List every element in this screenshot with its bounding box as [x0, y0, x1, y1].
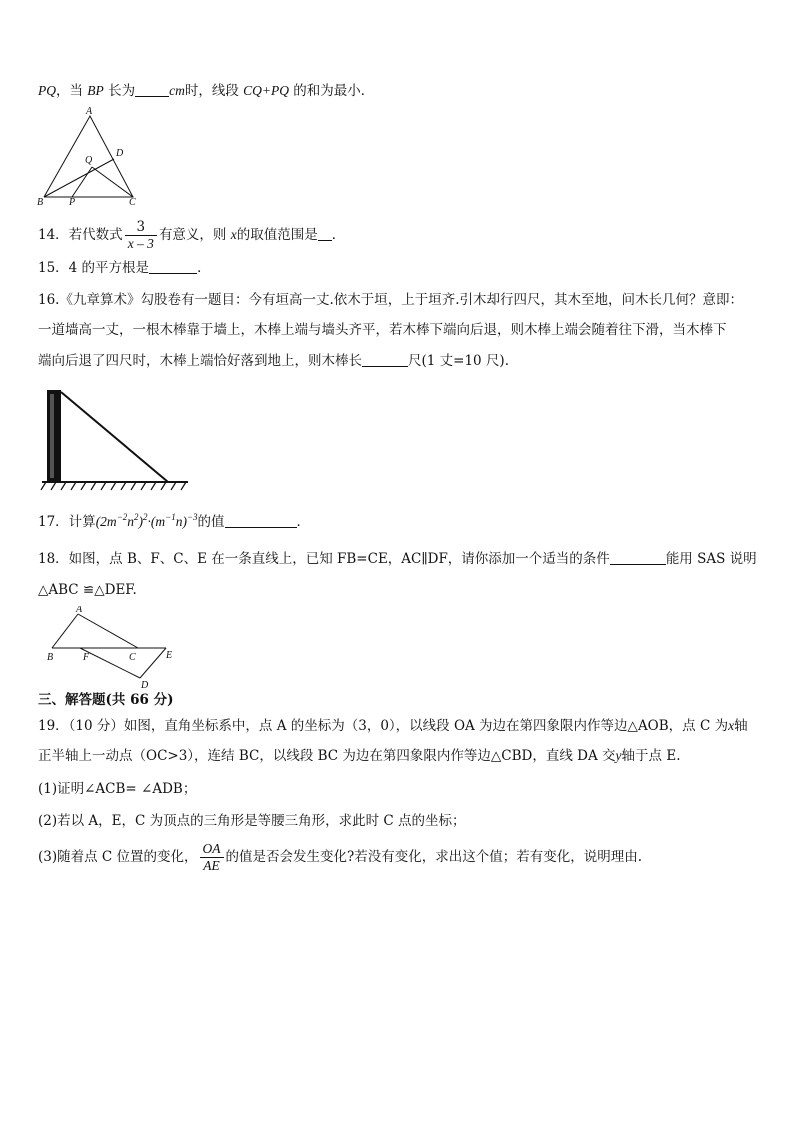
- q19-part3-post: 的值是否会发生变化?若没有变化，求出这个值；若有变化，说明理由.: [225, 849, 643, 865]
- q13-triangle-figure: [34, 104, 144, 208]
- q15-answer-blank[interactable]: [149, 259, 197, 274]
- fig13-label-c: C: [129, 197, 136, 208]
- q13-text3: 时，线段: [184, 83, 244, 99]
- fig13-label-b: B: [37, 197, 44, 208]
- q17-line: [38, 512, 310, 532]
- q18-answer-blank[interactable]: [610, 550, 666, 565]
- q16-line1: 16.《九章算术》勾股卷有一题目：今有垣高一丈.依木于垣，上于垣齐.引木却行四尺，其木至地，问木长几何？意即：: [38, 292, 744, 308]
- q17-expression: [96, 514, 198, 529]
- q17-exp1: −2: [116, 512, 128, 522]
- q14-post: 的取值范围是: [236, 227, 318, 243]
- q19-part3-numerator: OA: [200, 841, 224, 858]
- fig13-label-d: D: [116, 148, 124, 159]
- q19-line2: [38, 746, 680, 766]
- q19-line2-post: 轴于点 E.: [621, 748, 681, 764]
- q17-expr-part4: ·(m: [147, 514, 166, 529]
- q17-exp5: −3: [186, 512, 198, 522]
- q15-line: [38, 258, 211, 278]
- q14-numerator: 3: [125, 219, 157, 236]
- q14-end: ．: [331, 227, 346, 243]
- q19-line1-pre: 19．（10 分）如图，直角坐标系中，点 A 的坐标为（3，0），以线段 OA 为边在第四象限内作等边△AOB，点 C 为: [38, 718, 729, 734]
- q18-line1: [38, 549, 757, 569]
- q18-line1-post: 能用 SAS 说明: [665, 551, 757, 567]
- q19-part3-pre: (3)随着点 C 位置的变化，: [38, 849, 198, 865]
- fig18-label-e: E: [166, 650, 173, 661]
- q16-wall-ladder-figure: [38, 386, 192, 494]
- fig18-label-c: C: [129, 652, 136, 663]
- fig13-label-q: Q: [85, 155, 93, 166]
- q19-line1-var: x: [728, 718, 735, 733]
- q19-part3-denominator: AE: [203, 858, 220, 873]
- q13-text4: 的和为最小．: [289, 83, 375, 99]
- q19-line1-post: 轴: [734, 718, 748, 734]
- q19-line2-pre: 正半轴上一动点（OC>3），连结 BC，以线段 BC 为边在第四象限内作等边△CBD，直线 DA 交: [38, 748, 616, 764]
- fig13-label-a: A: [86, 106, 93, 117]
- q17-answer-blank[interactable]: [225, 513, 297, 528]
- q13-text2: 长为: [103, 83, 136, 99]
- q17-expr-part2: n: [127, 514, 135, 529]
- q17-end: ．: [296, 514, 311, 530]
- q13-answer-blank[interactable]: [135, 82, 169, 97]
- q18-line2: △ABC ≌△DEF.: [38, 582, 137, 598]
- q13-pq: PQ: [38, 83, 56, 98]
- fig18-label-f: F: [83, 652, 90, 663]
- q19-line1: [38, 716, 748, 736]
- q14-var: x: [230, 227, 237, 242]
- q17-exp2: 2: [134, 512, 139, 522]
- q15-end: ．: [197, 260, 211, 276]
- q17-expr-part3: ): [138, 514, 144, 529]
- q13-unit: cm: [169, 83, 185, 98]
- q15-pre: 15．4 的平方根是: [38, 260, 150, 276]
- q17-pre: 17．计算: [38, 514, 96, 530]
- q19-line2-var: y: [615, 748, 622, 763]
- q17-post: 的值: [197, 514, 225, 530]
- q17-exp3: 2: [143, 512, 148, 522]
- section-3-heading: 三、解答题(共 66 分): [38, 692, 174, 708]
- q14-answer-blank[interactable]: [318, 226, 332, 241]
- q13-tail-line: [38, 81, 374, 101]
- q18-line1-pre: 18．如图，点 B、F、C、E 在一条直线上，已知 FB=CE，AC∥DF，请你添加一个适当的条件: [38, 551, 610, 567]
- q18-triangles-figure: [42, 606, 184, 692]
- q16-line3-pre: 端向后退了四尺时，木棒上端恰好落到地上，则木棒长: [38, 353, 362, 369]
- fig18-label-a: A: [76, 606, 83, 615]
- q16-answer-blank[interactable]: [362, 352, 408, 367]
- fig13-label-p: P: [69, 197, 76, 208]
- q14-line: [38, 218, 345, 252]
- q13-text1: ，当: [56, 83, 88, 99]
- q13-sum: CQ+PQ: [243, 83, 289, 98]
- q17-expr-part5: n): [175, 514, 187, 529]
- q16-line3-post: 尺(1 丈=10 尺).: [408, 353, 509, 369]
- q14-fraction: [125, 219, 157, 252]
- q14-denominator: x – 3: [127, 236, 154, 251]
- fig18-label-b: B: [47, 652, 54, 663]
- q14-mid: 有意义，则: [158, 227, 231, 243]
- q19-part2: (2)若以 A，E，C 为顶点的三角形是等腰三角形，求此时 C 点的坐标；: [38, 813, 466, 829]
- q19-part1: (1)证明∠ACB= ∠ADB；: [38, 781, 197, 797]
- q14-pre: 14．若代数式: [38, 227, 123, 243]
- q16-line2: 一道墙高一丈，一根木棒靠于墙上，木棒上端与墙头齐平，若木棒下端向后退，则木棒上端会随着往下滑，当木棒下: [38, 322, 727, 338]
- q17-exp4: −1: [165, 512, 176, 522]
- q13-bp: BP: [87, 83, 104, 98]
- fig18-label-d: D: [141, 680, 149, 691]
- q19-part3-fraction: [200, 841, 224, 874]
- q19-part3: [38, 838, 642, 876]
- q16-line3: [38, 351, 509, 371]
- q17-expr-part1: (2m: [95, 514, 117, 529]
